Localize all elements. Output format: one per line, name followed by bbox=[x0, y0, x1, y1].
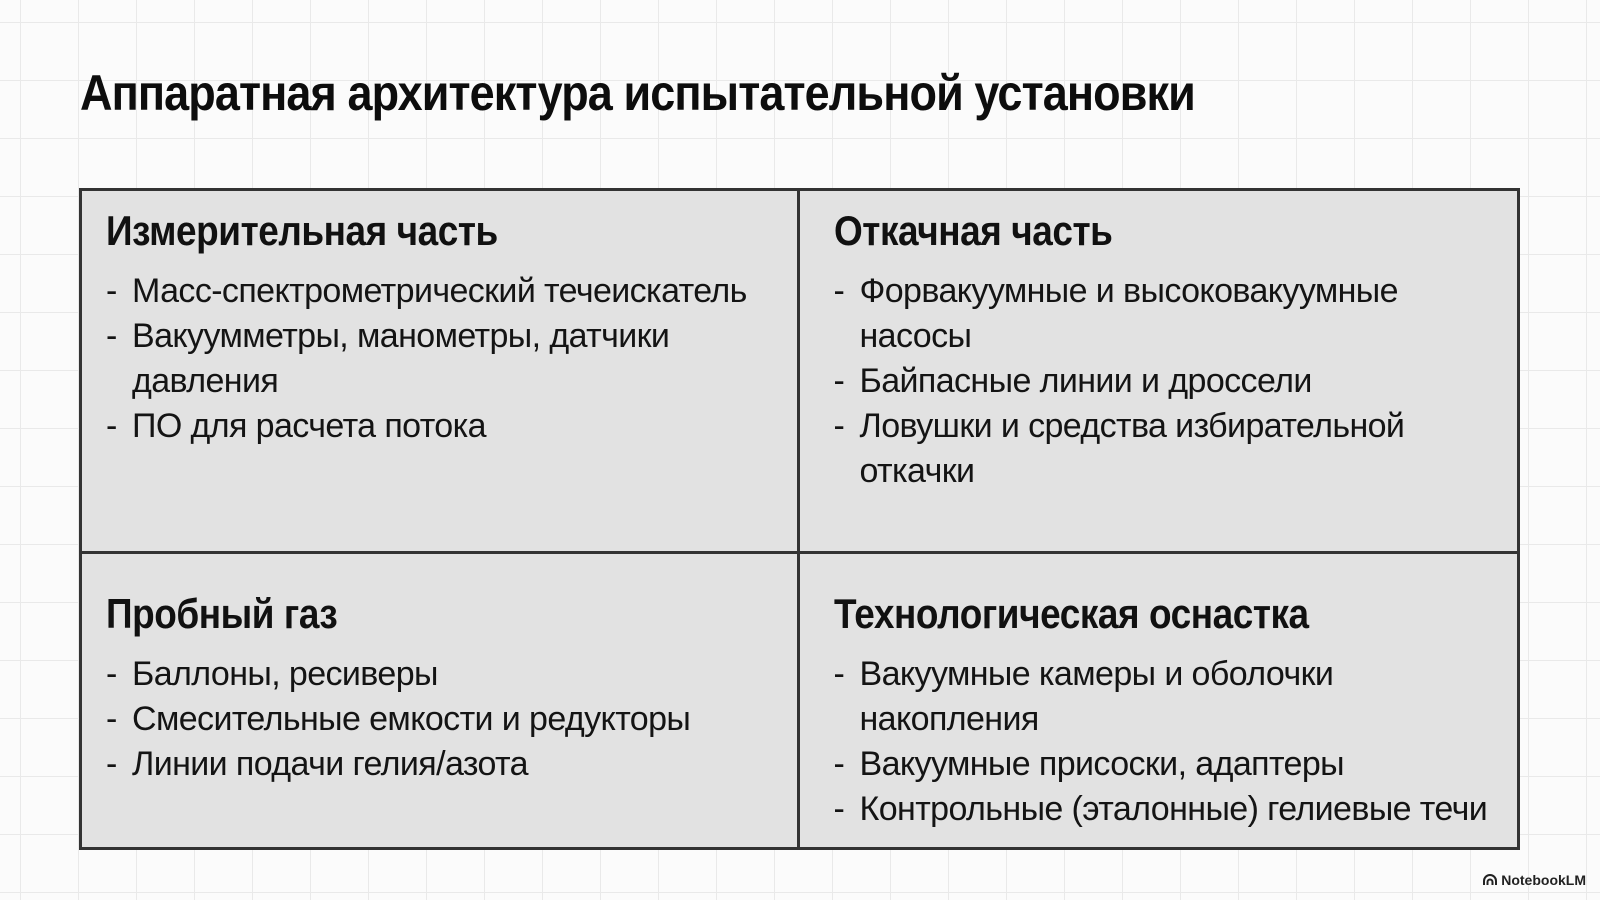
item-list bbox=[106, 269, 773, 449]
list-bullet: - bbox=[833, 745, 845, 783]
list-item bbox=[834, 787, 1494, 832]
item-text: Ловушки и средства избирательной откачки bbox=[859, 407, 1405, 490]
list-item bbox=[106, 742, 773, 787]
item-text: Линии подачи гелия/азота bbox=[132, 745, 528, 783]
architecture-grid bbox=[79, 188, 1520, 850]
notebooklm-logo-icon bbox=[1483, 874, 1497, 886]
list-bullet: - bbox=[106, 745, 117, 783]
item-text: Вакуумметры, манометры, датчики давления bbox=[132, 317, 670, 400]
list-bullet: - bbox=[106, 407, 117, 445]
item-list bbox=[106, 652, 773, 787]
item-text: Вакуумные камеры и оболочки накопления bbox=[859, 655, 1334, 738]
section-title: Технологическая оснастка bbox=[833, 590, 1309, 637]
item-list bbox=[834, 269, 1494, 494]
item-text: Баллоны, ресиверы bbox=[132, 655, 438, 693]
list-bullet: - bbox=[833, 655, 845, 693]
section-tooling bbox=[800, 554, 1518, 847]
list-bullet: - bbox=[833, 362, 845, 400]
list-bullet: - bbox=[106, 317, 117, 355]
notebooklm-watermark bbox=[1483, 872, 1586, 888]
list-bullet: - bbox=[106, 272, 117, 310]
section-title: Откачная часть bbox=[833, 207, 1112, 254]
list-item bbox=[106, 269, 773, 314]
item-text: ПО для расчета потока bbox=[132, 407, 486, 445]
item-text: Контрольные (эталонные) гелиевые течи bbox=[859, 790, 1488, 828]
item-text: Байпасные линии и дроссели bbox=[859, 362, 1312, 400]
item-text: Вакуумные присоски, адаптеры bbox=[859, 745, 1344, 783]
section-title: Измерительная часть bbox=[106, 207, 498, 254]
item-list bbox=[834, 652, 1494, 832]
list-item bbox=[834, 359, 1494, 404]
list-item bbox=[834, 652, 1494, 742]
section-title: Пробный газ bbox=[106, 590, 338, 637]
list-bullet: - bbox=[106, 700, 117, 738]
section-measurement bbox=[82, 191, 800, 554]
list-item bbox=[834, 404, 1494, 494]
list-item bbox=[106, 697, 773, 742]
list-bullet: - bbox=[833, 407, 845, 445]
list-item bbox=[834, 269, 1494, 359]
list-item bbox=[834, 742, 1494, 787]
list-item bbox=[106, 652, 773, 697]
watermark-text: NotebookLM bbox=[1501, 872, 1586, 888]
slide-title: Аппаратная архитектура испытательной установки bbox=[80, 65, 1195, 121]
list-bullet: - bbox=[833, 272, 845, 310]
list-item bbox=[106, 314, 773, 404]
section-test-gas bbox=[82, 554, 800, 847]
item-text: Масс-спектрометрический течеискатель bbox=[132, 272, 747, 310]
list-item bbox=[106, 404, 773, 449]
item-text: Смесительные емкости и редукторы bbox=[132, 700, 691, 738]
item-text: Форвакуумные и высоковакуумные насосы bbox=[859, 272, 1398, 355]
list-bullet: - bbox=[833, 790, 845, 828]
list-bullet: - bbox=[106, 655, 117, 693]
section-pumping bbox=[800, 191, 1518, 554]
